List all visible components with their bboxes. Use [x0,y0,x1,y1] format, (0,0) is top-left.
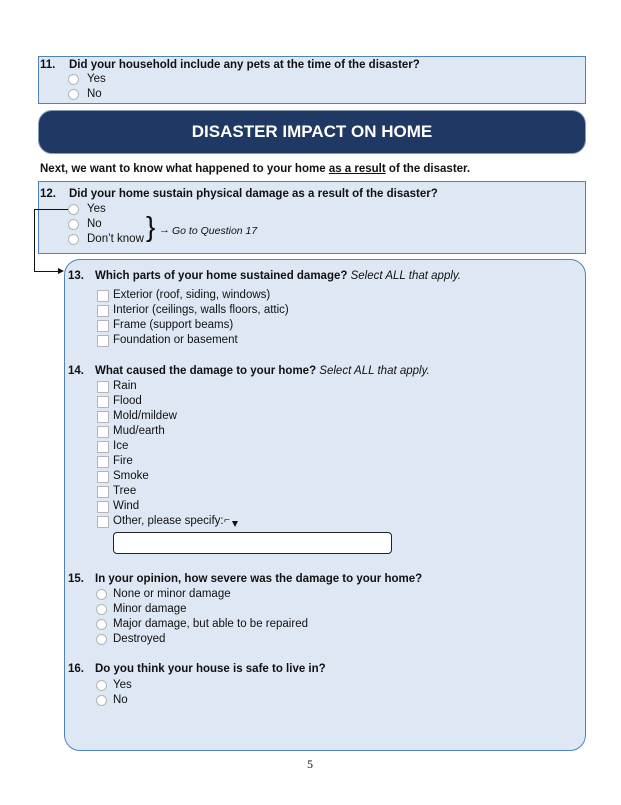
option-label: Minor damage [113,603,187,615]
option-label: Wind [113,500,140,512]
q14-checkbox-2[interactable] [97,411,109,423]
question-number: 16. [68,663,84,675]
option-label: Tree [113,485,137,497]
q14-text: What caused the damage to your home? [95,365,317,377]
option-label: None or minor damage [113,588,231,600]
section-intro [40,163,470,175]
q15-radio-2[interactable] [96,619,107,630]
page-number: 5 [307,757,313,771]
q11-radio-yes[interactable] [68,74,79,85]
option-label: Mud/earth [113,425,165,437]
option-label: Frame (support beams) [113,319,234,331]
q12-radio-yes[interactable] [68,204,79,215]
q14-checkbox-3[interactable] [97,426,109,438]
option-label: No [113,694,128,706]
q13-checkbox-2[interactable] [97,320,109,332]
skip-connector [34,209,68,210]
option-label: Smoke [113,470,149,482]
question-text [95,365,430,377]
q14-checkbox-4[interactable] [97,441,109,453]
option-label: Yes [87,203,106,215]
option-label: No [87,88,102,100]
question-text: Did your home sustain physical damage as a result of the disaster? [69,188,438,200]
question-number: 13. [68,270,84,282]
brace-icon: } [146,211,156,242]
q15-radio-1[interactable] [96,604,107,615]
q14-checkbox-8[interactable] [97,501,109,513]
intro-text: Next, we want to know what happened to your home [40,163,329,175]
option-label: Destroyed [113,633,166,645]
option-label: Mold/mildew [113,410,177,422]
q14-checkbox-9[interactable] [97,516,109,528]
question-text [95,270,461,282]
question-number: 11. [40,59,56,71]
questions-13-16-box [64,259,586,751]
option-label: Rain [113,380,137,392]
q14-checkbox-0[interactable] [97,381,109,393]
q14-checkbox-6[interactable] [97,471,109,483]
q14-instruction: Select ALL that apply. [319,365,430,377]
skip-connector [34,271,59,272]
q13-instruction: Select ALL that apply. [350,270,461,282]
option-label: Fire [113,455,133,467]
question-text: Did your household include any pets at the time of the disaster? [69,59,420,71]
intro-underlined: as a result [328,163,386,175]
q13-checkbox-0[interactable] [97,290,109,302]
option-label: Yes [87,73,106,85]
option-label: Don’t know [87,233,144,245]
intro-text-end: of the disaster. [385,163,471,175]
option-label: Exterior (roof, siding, windows) [113,289,271,301]
q12-radio-dont-know[interactable] [68,234,79,245]
q16-radio-1[interactable] [96,695,107,706]
question-text: In your opinion, how severe was the damage to your home? [95,573,423,585]
question-text: Do you think your house is safe to live in? [95,663,326,675]
q13-checkbox-3[interactable] [97,335,109,347]
option-label: Foundation or basement [113,334,238,346]
arrow-down-icon: ⌐ [224,515,230,526]
q12-radio-no[interactable] [68,219,79,230]
other-specify-input[interactable] [113,532,392,554]
skip-connector [34,209,35,272]
option-label: Yes [113,679,132,691]
section-title: DISASTER IMPACT ON HOME [191,122,433,141]
option-label: Ice [113,440,129,452]
q13-checkbox-1[interactable] [97,305,109,317]
q13-text: Which parts of your home sustained damage? [95,270,348,282]
q11-radio-no[interactable] [68,89,79,100]
question-number: 15. [68,573,84,585]
section-banner [38,110,586,154]
option-label: Major damage, but able to be repaired [113,618,308,630]
skip-instruction: Go to Question 17 [172,225,258,237]
other-specify-arrow [232,521,238,527]
arrow-right-icon: → [159,224,170,236]
q16-radio-0[interactable] [96,680,107,691]
option-label: No [87,218,102,230]
q14-checkbox-5[interactable] [97,456,109,468]
option-label: Other, please specify: [113,515,224,527]
question-number: 14. [68,365,84,377]
option-label: Flood [113,395,142,407]
option-label: Interior (ceilings, walls floors, attic) [113,304,289,316]
q15-radio-0[interactable] [96,589,107,600]
question-number: 12. [40,188,56,200]
q14-checkbox-7[interactable] [97,486,109,498]
q14-checkbox-1[interactable] [97,396,109,408]
q15-radio-3[interactable] [96,634,107,645]
